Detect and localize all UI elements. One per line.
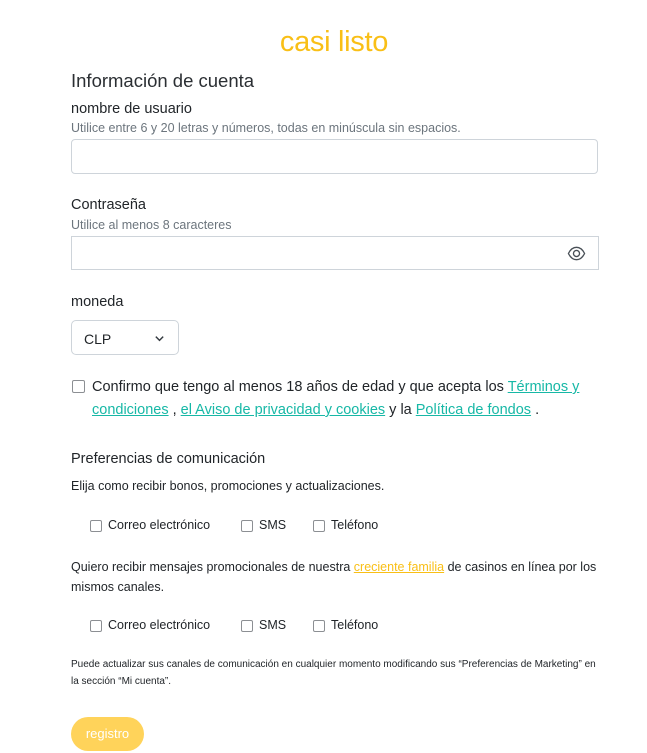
privacy-link[interactable]: el Aviso de privacidad y cookies xyxy=(180,402,386,418)
communication-heading: Preferencias de comunicación xyxy=(71,451,266,467)
username-label: nombre de usuario xyxy=(71,101,192,117)
promo-email-checkbox[interactable] xyxy=(90,620,102,632)
channel-sms-checkbox[interactable] xyxy=(241,520,253,532)
terms-text-1: Confirmo que tengo al menos 18 años de edad y que acepta los xyxy=(92,379,508,395)
channel-email-checkbox[interactable] xyxy=(90,520,102,532)
funds-policy-link[interactable]: Política de fondos xyxy=(415,402,532,418)
channel-email-label: Correo electrónico xyxy=(108,518,211,532)
terms-link[interactable]: Términos y condiciones xyxy=(92,379,580,418)
username-input[interactable] xyxy=(71,139,598,174)
promo-text-2: de casinos en línea por los mismos canales. xyxy=(71,560,597,594)
promo-phone-checkbox[interactable] xyxy=(313,620,325,632)
page-title: casi listo xyxy=(279,26,389,58)
terms-checkbox[interactable] xyxy=(72,380,85,393)
password-label: Contraseña xyxy=(71,197,146,213)
channel-sms-label: SMS xyxy=(259,518,287,532)
currency-label: moneda xyxy=(71,294,124,310)
channel-phone-checkbox[interactable] xyxy=(313,520,325,532)
marketing-note: Puede actualizar sus canales de comunicación en cualquier momento modificando sus “Preferencias de Marketing” en la sección “Mi cuenta”. xyxy=(71,659,596,687)
promo-sms-label: SMS xyxy=(259,618,287,632)
promo-phone-label: Teléfono xyxy=(331,618,379,632)
terms-text xyxy=(92,376,597,422)
promo-text xyxy=(71,558,601,597)
family-link[interactable]: creciente familia xyxy=(353,560,445,574)
promo-text-1: Quiero recibir mensajes promocionales de nuestra xyxy=(71,560,354,574)
eye-icon[interactable] xyxy=(567,244,586,263)
communication-subtitle: Elija como recibir bonos, promociones y actualizaciones. xyxy=(71,479,385,493)
terms-text-2: , xyxy=(168,402,181,418)
chevron-down-icon xyxy=(154,333,165,344)
username-hint: Utilice entre 6 y 20 letras y números, todas en minúscula sin espacios. xyxy=(71,121,461,135)
password-input[interactable] xyxy=(71,236,599,270)
currency-selected: CLP xyxy=(84,331,112,347)
register-button[interactable]: registro xyxy=(71,717,144,751)
promo-sms-checkbox[interactable] xyxy=(241,620,253,632)
promo-email-label: Correo electrónico xyxy=(108,618,211,632)
terms-text-4: . xyxy=(531,402,540,418)
terms-text-3: y la xyxy=(385,402,416,418)
channel-phone-label: Teléfono xyxy=(331,518,379,532)
currency-select[interactable] xyxy=(71,320,179,355)
password-hint: Utilice al menos 8 caracteres xyxy=(71,218,232,232)
section-heading: Información de cuenta xyxy=(71,70,255,91)
